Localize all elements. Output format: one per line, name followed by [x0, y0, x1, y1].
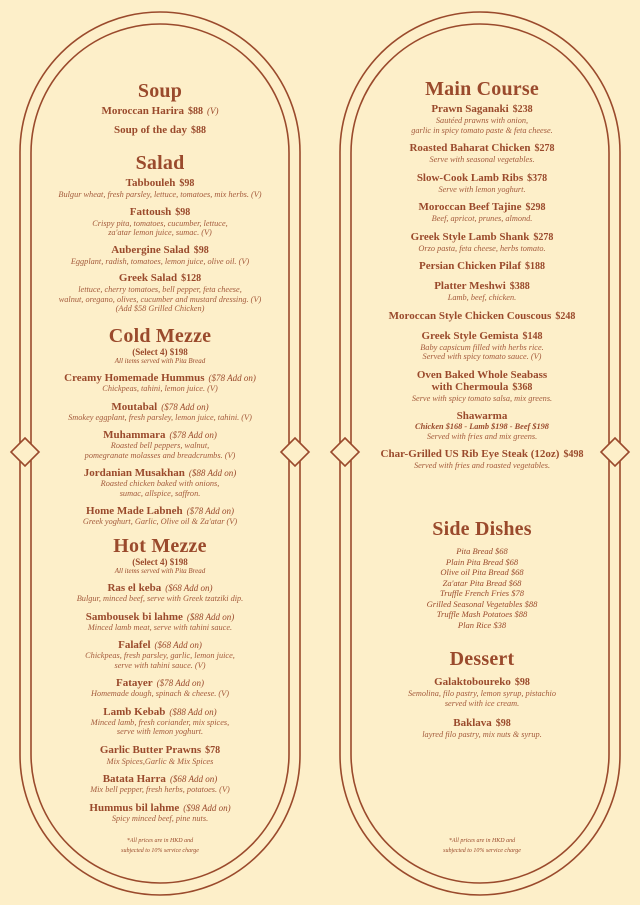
item-description: Orzo pasta, feta cheese, herbs tomato. — [418, 243, 546, 253]
item-description: layred filo pastry, mix nuts & syrup. — [422, 730, 542, 739]
item-name-line — [25, 744, 295, 757]
item-name-line — [25, 773, 295, 785]
item-addon: ($88 Add on) — [188, 468, 237, 478]
side-dish-item: Truffle French Fries $78 — [440, 588, 524, 598]
footer-line: *All prices are in HKD and — [448, 838, 516, 844]
side-dish-item: Olive oil Pita Bread $68 — [440, 567, 524, 577]
item-name: Garlic Butter Prawns — [99, 743, 202, 756]
item-name: Galaktoboureko — [434, 676, 511, 688]
item-description: Chickpeas, fresh parsley, garlic, lemon juice, — [85, 651, 235, 660]
item-addon: ($68 Add on) — [169, 774, 218, 784]
side-dish-item: Za'atar Pita Bread $68 — [442, 577, 522, 588]
section-main-course — [347, 78, 617, 471]
item-description: Chicken $168 - Lamb $198 - Beef $198 — [415, 422, 549, 431]
menu-item — [347, 280, 617, 303]
item-name-line — [347, 231, 617, 244]
item-price: $78 — [205, 744, 221, 756]
section-salad — [25, 152, 295, 314]
item-addon: ($78 Add on) — [161, 401, 209, 412]
item-name: Moroccan Style Chicken Couscous — [388, 309, 552, 322]
item-description: garlic in spicy tomato paste & feta cheese. — [411, 125, 553, 135]
item-name-line — [25, 582, 295, 594]
item-name-line — [25, 124, 295, 137]
menu-item — [25, 706, 295, 737]
section-soup — [25, 80, 295, 137]
item-description: Serve with seasonal vegetables. — [429, 155, 535, 164]
item-name-line — [347, 172, 617, 185]
item-addon: ($98 Add on) — [183, 802, 231, 813]
item-price: $88 — [191, 125, 207, 136]
side-dish-item: Plain Pita Bread $68 — [445, 556, 519, 567]
item-price: $368 — [512, 381, 533, 393]
item-description: Roasted chicken baked with onions, — [100, 479, 220, 488]
item-name-line — [347, 330, 617, 343]
section-dessert — [347, 648, 617, 740]
item-price: $128 — [181, 273, 202, 284]
item-name-line — [25, 802, 295, 814]
menu-item — [25, 244, 295, 267]
section-title: Dessert — [449, 648, 515, 670]
menu-item — [25, 105, 295, 118]
item-name: Fattoush — [129, 205, 172, 218]
item-price: $388 — [509, 281, 530, 292]
item-price: $98 — [495, 718, 511, 729]
item-name-line — [347, 410, 617, 422]
item-name-line — [25, 272, 295, 285]
menu-item — [347, 103, 617, 135]
item-description: Mix bell pepper, fresh herbs, potatoes. (V) — [90, 785, 230, 794]
item-name: Moutabal — [111, 400, 158, 413]
item-description: Chickpeas, tahini, lemon juice. (V) — [102, 384, 218, 393]
item-name: Ras el keba — [107, 582, 162, 594]
item-name-line — [25, 244, 295, 257]
menu-item — [25, 744, 295, 767]
item-description: Homemade dough, spinach & cheese. (V) — [90, 689, 229, 698]
item-description: Minced lamb meat, serve with tahini sauce. — [87, 622, 233, 632]
item-name: Sambousek bi lahme — [85, 610, 183, 623]
item-price: $98 — [179, 178, 195, 189]
item-name: Prawn Saganaki — [431, 103, 509, 115]
item-description: Bulgur wheat, fresh parsley, lettuce, tomatoes, mix herbs. (V) — [58, 190, 262, 199]
set-price: (Select 4) $198 — [132, 557, 188, 567]
item-description: serve with tahini sauce. (V) — [114, 660, 206, 670]
menu-item — [347, 260, 617, 273]
item-name-line — [347, 717, 617, 730]
item-name-line — [407, 369, 557, 394]
menu-item — [25, 177, 295, 200]
item-name: Moroccan Beef Tajine — [418, 201, 522, 213]
item-description: Smokey eggplant, fresh parsley, lemon juice, tahini. (V) — [68, 412, 252, 422]
item-name-line — [347, 260, 617, 273]
item-description: Eggplant, radish, tomatoes, lemon juice, olive oil. (V) — [70, 256, 250, 266]
section-note: All items served with Pita Bread — [114, 567, 206, 575]
side-dish-item: Truffle Mash Potatoes $88 — [436, 609, 528, 619]
item-name-line — [25, 611, 295, 623]
item-addon: ($88 Add on) — [169, 706, 217, 717]
section-note: All items served with Pita Bread — [114, 357, 206, 365]
item-name-line — [347, 448, 617, 461]
item-price: $98 — [514, 677, 530, 688]
item-addon: ($68 Add on) — [154, 640, 202, 650]
item-description: Served with fries and mix greens. — [426, 431, 538, 441]
menu-item — [25, 429, 295, 460]
side-dish-item: Pita Bread $68 — [456, 546, 508, 556]
menu-item — [347, 448, 617, 471]
item-description: Beef, apricot, prunes, almond. — [431, 214, 533, 223]
item-name: Persian Chicken Pilaf — [418, 260, 522, 272]
item-name: Aubergine Salad — [111, 243, 190, 256]
item-description: Crispy pita, tomatoes, cucumber, lettuce, — [92, 218, 228, 228]
item-description: serve with lemon yoghurt. — [116, 727, 204, 736]
menu-item — [347, 231, 617, 254]
menu-item — [347, 369, 617, 404]
item-addon: ($88 Add on) — [186, 611, 235, 622]
menu-item — [25, 582, 295, 604]
item-price: $248 — [555, 310, 576, 322]
menu-item — [25, 611, 295, 633]
item-description: sumac, allspice, saffron. — [119, 488, 201, 498]
menu-item — [25, 677, 295, 699]
menu-item — [347, 310, 617, 323]
menu-item — [25, 467, 295, 498]
item-addon: ($78 Add on) — [208, 373, 256, 383]
item-name-line — [25, 206, 295, 219]
item-name-line — [25, 401, 295, 413]
item-description: Semolina, filo pastry, lemon syrup, pistachio — [408, 689, 556, 698]
item-name-line — [347, 310, 617, 323]
item-name-line — [25, 429, 295, 441]
menu-item — [25, 802, 295, 824]
menu-item — [347, 142, 617, 165]
item-name-line — [25, 677, 295, 689]
item-addon: ($78 Add on) — [156, 678, 204, 688]
section-side-dishes — [347, 518, 617, 630]
item-name: Soup of the day — [113, 124, 188, 136]
menu-item — [25, 272, 295, 314]
footer-line: subjected to 10% service charge — [121, 848, 199, 854]
item-name-line — [347, 676, 617, 689]
item-name: Moroccan Harira — [101, 105, 185, 117]
item-name-line — [25, 177, 295, 190]
item-name: Batata Harra — [102, 773, 166, 785]
item-name: Falafel — [118, 639, 151, 651]
item-name: Roasted Baharat Chicken — [409, 142, 531, 154]
footer-note — [25, 836, 295, 856]
item-name-line — [25, 467, 295, 479]
footer-note — [347, 836, 617, 856]
item-name: Greek Style Lamb Shank — [410, 230, 530, 243]
item-name: Fatayer — [116, 677, 153, 689]
item-description: Bulgur, minced beef, serve with Greek tzatziki dip. — [76, 594, 244, 603]
item-description: walnut, oregano, olives, cucumber and mustard dressing. (V) — [58, 294, 262, 304]
item-name: Greek Style Gemista — [421, 329, 519, 342]
item-description: Lamb, beef, chicken. — [447, 293, 517, 302]
item-name: Tabbouleh — [125, 177, 176, 189]
item-description: Mix Spices,Garlic & Mix Spices — [106, 756, 214, 766]
item-name-line — [347, 142, 617, 155]
item-name: Lamb Kebab — [103, 705, 166, 718]
section-title: Cold Mezze — [108, 325, 212, 347]
item-addon: ($78 Add on) — [169, 430, 217, 440]
item-description: Spicy minced beef, pine nuts. — [111, 813, 209, 823]
menu-item — [25, 206, 295, 238]
menu-item — [347, 717, 617, 740]
side-dish-item: Grilled Seasonal Vegetables $88 — [426, 598, 538, 609]
item-description: lettuce, cherry tomatoes, bell pepper, feta cheese, — [78, 285, 242, 294]
item-description: (Add $58 Grilled Chicken) — [115, 304, 205, 313]
item-description: Serve with lemon yoghurt. — [438, 184, 526, 194]
item-price: $188 — [525, 261, 546, 272]
set-price: (Select 4) $198 — [132, 347, 188, 357]
item-addon: (V) — [207, 106, 219, 116]
item-price: $298 — [525, 202, 546, 213]
item-name: Greek Salad — [118, 272, 178, 284]
section-hot-mezze — [25, 535, 295, 823]
item-description: za'atar lemon juice, sumac. (V) — [108, 228, 212, 237]
section-title: Soup — [137, 80, 183, 102]
menu-item — [347, 676, 617, 708]
item-description: Baby capsicum filled with herbs rice. — [420, 342, 544, 352]
item-name: Jordanian Musakhan — [83, 467, 185, 479]
section-cold-mezze — [25, 325, 295, 527]
item-name: Hummus bil lahme — [89, 801, 180, 814]
item-description: Sautéed prawns with onion, — [435, 116, 529, 125]
item-description: Roasted bell peppers, walnut, — [110, 441, 210, 450]
footer-line: subjected to 10% service charge — [443, 848, 521, 854]
item-description: Serve with spicy tomato salsa, mix greens. — [411, 393, 553, 403]
item-description: Served with spicy tomato sauce. (V) — [422, 352, 542, 361]
item-name: Shawarma — [456, 410, 508, 422]
item-price: $278 — [534, 143, 555, 154]
item-name: Home Made Labneh — [86, 505, 183, 517]
item-name-line — [25, 505, 295, 517]
item-name-line — [347, 201, 617, 214]
section-title: Side Dishes — [432, 518, 532, 540]
section-title: Hot Mezze — [113, 535, 207, 557]
menu-item — [25, 401, 295, 423]
side-dish-item: Plan Rice $38 — [457, 619, 507, 630]
item-name: Slow-Cook Lamb Ribs — [416, 171, 524, 184]
menu-item — [25, 639, 295, 670]
item-addon: ($68 Add on) — [165, 583, 213, 593]
item-description: Greek yoghurt, Garlic, Olive oil & Za'atar (V) — [82, 517, 238, 526]
item-description: Served with fries and roasted vegetables. — [413, 461, 551, 470]
item-name-line — [25, 372, 295, 384]
item-name: Oven Baked Whole Seabass with Chermoula — [416, 368, 548, 393]
item-price: $238 — [512, 104, 533, 115]
item-price: $378 — [527, 172, 548, 184]
item-name: Char-Grilled US Rib Eye Steak (12oz) — [380, 448, 560, 460]
item-name: Creamy Homemade Hummus — [64, 372, 205, 384]
item-name-line — [25, 105, 295, 118]
item-name-line — [347, 103, 617, 116]
item-price: $98 — [175, 206, 191, 218]
menu-item — [347, 330, 617, 362]
item-name: Platter Meshwi — [434, 280, 506, 292]
menu-item — [25, 372, 295, 394]
item-description: pomegranate molasses and breadcrumbs. (V) — [84, 450, 236, 460]
item-price: $498 — [563, 449, 584, 460]
item-name: Muhammara — [103, 429, 166, 441]
menu-item — [347, 410, 617, 441]
item-name-line — [347, 280, 617, 293]
menu-item — [25, 505, 295, 527]
item-name-line — [25, 639, 295, 651]
footer-line: *All prices are in HKD and — [126, 838, 194, 844]
item-price: $278 — [533, 231, 554, 243]
item-name-line — [25, 706, 295, 718]
item-price: $88 — [188, 106, 204, 117]
menu-item — [25, 773, 295, 795]
item-addon: ($78 Add on) — [186, 506, 234, 516]
item-description: served with ice cream. — [444, 698, 520, 708]
item-price: $98 — [193, 244, 209, 256]
item-price: $148 — [522, 330, 543, 342]
item-name: Baklava — [453, 717, 492, 729]
menu-item — [347, 172, 617, 195]
item-description: Minced lamb, fresh coriander, mix spices, — [90, 717, 230, 727]
section-title: Salad — [135, 152, 185, 174]
menu-item — [347, 201, 617, 224]
section-title: Main Course — [425, 78, 539, 100]
menu-item — [25, 124, 295, 137]
